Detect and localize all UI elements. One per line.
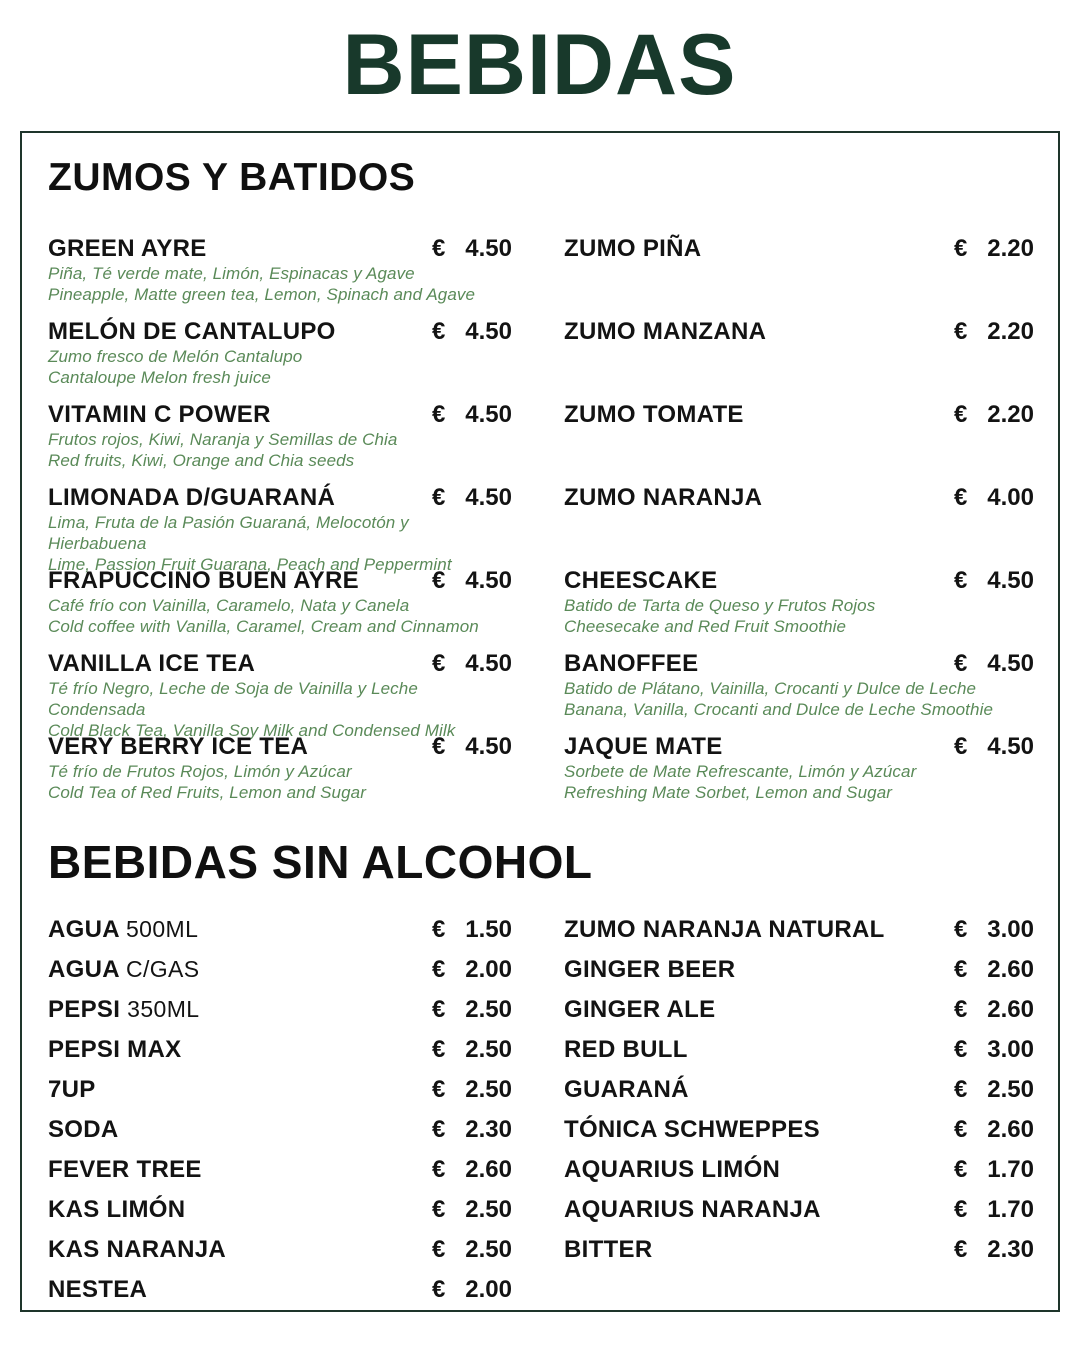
item-price [954,1195,1034,1224]
menu-item [564,1190,1034,1230]
euro-symbol: € [954,649,968,677]
item-name: TÓNICA SCHWEPPES [564,1116,820,1144]
euro-symbol: € [432,1036,446,1064]
section-title-zumos-y-batidos: ZUMOS Y BATIDOS [48,156,416,199]
item-price [954,317,1034,346]
item-head [564,732,1034,761]
menu-item [564,566,1034,649]
item-name-wrap [48,995,200,1024]
item-desc-es: Sorbete de Mate Refrescante, Limón y Azúcar [564,761,917,781]
price-amount: 2.30 [987,1236,1034,1264]
price-amount: 2.20 [987,400,1034,428]
item-name-wrap [564,1155,780,1184]
item-price [954,1075,1034,1104]
item-name: NESTEA [48,1276,148,1304]
euro-symbol: € [432,483,446,511]
item-qualifier: 350ML [127,996,200,1023]
price-amount: 2.20 [987,234,1034,262]
euro-symbol: € [954,1156,968,1184]
item-price [432,955,512,984]
item-desc-es: Lima, Fruta de la Pasión Guaraná, Melocotón y Hierbabuena [48,512,409,553]
item-price [432,317,512,346]
price-amount: 4.50 [465,566,512,594]
euro-symbol: € [432,732,446,760]
item-name: ZUMO TOMATE [564,400,744,428]
item-name: BANOFFEE [564,649,699,677]
price-amount: 1.50 [465,916,512,944]
price-amount: 4.50 [987,566,1034,594]
item-name: PEPSI [48,996,121,1024]
euro-symbol: € [954,234,968,262]
menu-column [48,234,512,815]
euro-symbol: € [954,1116,968,1144]
item-name: GINGER BEER [564,956,736,984]
euro-symbol: € [954,400,968,428]
price-amount: 2.00 [465,956,512,984]
item-name-wrap [48,1275,147,1304]
item-price [954,649,1034,678]
menu-item [48,732,512,815]
item-name: RED BULL [564,1036,688,1064]
euro-symbol: € [432,649,446,677]
menu-item [48,1070,512,1110]
euro-symbol: € [432,400,446,428]
item-name-wrap [48,1195,185,1224]
item-head [564,566,1034,595]
item-price [432,1235,512,1264]
item-price [954,915,1034,944]
item-name-wrap [564,1075,689,1104]
item-name: VITAMIN C POWER [48,400,271,428]
item-head [48,649,512,678]
section-title-bebidas-sin-alcohol: BEBIDAS SIN ALCOHOL [48,835,593,888]
euro-symbol: € [432,1276,446,1304]
price-amount: 2.60 [987,996,1034,1024]
item-price [432,1195,512,1224]
menu-item [48,566,512,649]
item-name: FEVER TREE [48,1156,202,1184]
item-price [954,1035,1034,1064]
section-columns-zumos-y-batidos [48,234,1033,815]
item-price [432,1035,512,1064]
item-price [954,955,1034,984]
item-desc-es: Café frío con Vainilla, Caramelo, Nata y Canela [48,595,410,615]
item-desc-en: Refreshing Mate Sorbet, Lemon and Sugar [564,782,893,802]
item-price [954,400,1034,429]
section-columns-bebidas-sin-alcohol [48,910,1033,1310]
item-name: GUARANÁ [564,1076,689,1104]
menu-column [564,910,1034,1310]
price-amount: 2.00 [465,1276,512,1304]
price-amount: 4.50 [465,483,512,511]
item-desc-en: Cold Black Tea, Vanilla Soy Milk and Condensed Milk [48,720,456,740]
item-name: CHEESCAKE [564,566,718,594]
item-desc-es: Té frío Negro, Leche de Soja de Vainilla y Leche Condensada [48,678,418,719]
section-bebidas-sin-alcohol [48,835,1033,1310]
item-name: ZUMO PIÑA [564,234,702,262]
euro-symbol: € [432,1156,446,1184]
euro-symbol: € [954,996,968,1024]
euro-symbol: € [432,234,446,262]
euro-symbol: € [432,916,446,944]
item-name: GINGER ALE [564,996,716,1024]
item-price [432,566,512,595]
price-amount: 2.20 [987,317,1034,345]
item-price [954,1155,1034,1184]
page-title: BEBIDAS [342,17,737,113]
euro-symbol: € [432,1116,446,1144]
item-head [48,483,512,512]
item-name: ZUMO MANZANA [564,317,767,345]
price-amount: 2.60 [465,1156,512,1184]
item-desc-en: Cheesecake and Red Fruit Smoothie [564,616,847,636]
item-name-wrap [564,955,735,984]
menu-item [564,234,1034,317]
menu-item [48,1150,512,1190]
euro-symbol: € [954,566,968,594]
item-head [48,732,512,761]
item-head [564,234,1034,263]
item-name: AQUARIUS NARANJA [564,1196,821,1224]
item-name: AQUARIUS LIMÓN [564,1156,781,1184]
item-name-wrap [48,1235,226,1264]
menu-column [48,910,512,1310]
menu-item [564,649,1034,732]
euro-symbol: € [432,996,446,1024]
menu-box [20,131,1060,1312]
price-amount: 2.50 [465,1076,512,1104]
euro-symbol: € [954,1036,968,1064]
item-desc-es: Té frío de Frutos Rojos, Limón y Azúcar [48,761,352,781]
menu-column [564,234,1034,815]
item-head [48,566,512,595]
item-price [432,1075,512,1104]
menu-item [48,1190,512,1230]
item-name-wrap [48,1115,119,1144]
item-qualifier: 500ML [125,916,199,943]
menu-item [564,732,1034,815]
price-amount: 4.50 [465,400,512,428]
price-amount: 4.00 [987,483,1034,511]
item-name: FRAPUCCINO BUEN AYRE [48,566,359,594]
price-amount: 2.50 [465,996,512,1024]
section-zumos-y-batidos [48,155,1033,815]
item-name: VERY BERRY ICE TEA [48,732,309,760]
menu-item [564,400,1034,483]
menu-item [48,1030,512,1070]
euro-symbol: € [432,1076,446,1104]
euro-symbol: € [954,1196,968,1224]
item-desc-en: Cantaloupe Melon fresh juice [48,367,271,387]
item-name: SODA [48,1116,119,1144]
price-amount: 2.50 [465,1236,512,1264]
item-name-wrap [564,915,885,944]
item-head [564,483,1034,512]
price-amount: 2.50 [465,1196,512,1224]
item-name: 7UP [48,1076,96,1104]
item-desc-es: Zumo fresco de Melón Cantalupo [48,346,303,366]
item-name: ZUMO NARANJA NATURAL [564,916,885,944]
menu-item [564,317,1034,400]
price-amount: 2.50 [987,1076,1034,1104]
item-price [432,1115,512,1144]
item-name: JAQUE MATE [564,732,723,760]
item-head [48,400,512,429]
item-price [954,483,1034,512]
menu-item [48,483,512,574]
item-price [432,995,512,1024]
item-name: AGUA [48,956,119,984]
item-desc-en: Pineapple, Matte green tea, Lemon, Spinach and Agave [48,284,476,304]
item-name: GREEN AYRE [48,234,207,262]
menu-item [564,1110,1034,1150]
menu-item [564,910,1034,950]
item-name-wrap [48,955,200,984]
price-amount: 2.50 [465,1036,512,1064]
item-desc-en: Banana, Vanilla, Crocanti and Dulce de Leche Smoothie [564,699,993,719]
euro-symbol: € [954,956,968,984]
menu-item [564,1030,1034,1070]
item-head [48,317,512,346]
price-amount: 1.70 [987,1156,1034,1184]
price-amount: 4.50 [465,732,512,760]
price-amount: 1.70 [987,1196,1034,1224]
menu-item [564,990,1034,1030]
item-desc-en: Cold Tea of Red Fruits, Lemon and Sugar [48,782,366,802]
price-amount: 4.50 [987,732,1034,760]
item-head [564,649,1034,678]
price-amount: 2.60 [987,956,1034,984]
euro-symbol: € [954,1236,968,1264]
price-amount: 4.50 [465,649,512,677]
item-price [954,566,1034,595]
item-desc-es: Batido de Plátano, Vainilla, Crocanti y Dulce de Leche [564,678,977,698]
menu-item [564,1070,1034,1110]
price-amount: 4.50 [987,649,1034,677]
item-name: VANILLA ICE TEA [48,649,256,677]
menu-item [48,990,512,1030]
menu-item [564,1230,1034,1270]
item-price [432,732,512,761]
item-name: KAS LIMÓN [48,1196,186,1224]
item-price [432,1155,512,1184]
menu-item [48,317,512,400]
euro-symbol: € [954,1076,968,1104]
menu-item [564,483,1034,566]
item-price [432,649,512,678]
item-price [432,1275,512,1304]
item-price [432,234,512,263]
item-price [432,915,512,944]
euro-symbol: € [432,956,446,984]
item-desc-en: Red fruits, Kiwi, Orange and Chia seeds [48,450,355,470]
item-desc-es: Frutos rojos, Kiwi, Naranja y Semillas de Chia [48,429,398,449]
price-amount: 3.00 [987,916,1034,944]
menu-item [48,234,512,317]
item-price [432,400,512,429]
menu-item [48,1270,512,1310]
item-name-wrap [564,1035,688,1064]
menu-item [48,950,512,990]
menu-item [48,1110,512,1150]
item-name: AGUA [48,916,119,944]
item-name: BITTER [564,1236,653,1264]
item-name-wrap [564,1195,821,1224]
item-name: LIMONADA D/GUARANÁ [48,483,336,511]
price-amount: 2.30 [465,1116,512,1144]
menu-item [48,910,512,950]
item-price [954,1235,1034,1264]
menu-item [48,1230,512,1270]
item-head [564,400,1034,429]
price-amount: 4.50 [465,234,512,262]
item-name-wrap [564,1115,820,1144]
item-name-wrap [48,1155,202,1184]
menu-item [564,950,1034,990]
euro-symbol: € [432,1236,446,1264]
item-price [954,234,1034,263]
item-name: KAS NARANJA [48,1236,226,1264]
item-name-wrap [48,1035,181,1064]
menu-item [564,1150,1034,1190]
item-name-wrap [564,995,715,1024]
euro-symbol: € [954,916,968,944]
item-desc-en: Cold coffee with Vanilla, Caramel, Cream and Cinnamon [48,616,479,636]
item-qualifier: C/GAS [125,956,200,983]
price-amount: 2.60 [987,1116,1034,1144]
item-name-wrap [564,1235,652,1264]
price-amount: 3.00 [987,1036,1034,1064]
menu-item [48,400,512,483]
item-head [48,234,512,263]
item-price [954,1115,1034,1144]
item-name-wrap [48,915,198,944]
euro-symbol: € [954,732,968,760]
euro-symbol: € [954,483,968,511]
item-name-wrap [48,1075,96,1104]
euro-symbol: € [432,566,446,594]
euro-symbol: € [432,1196,446,1224]
item-name: MELÓN DE CANTALUPO [48,317,336,345]
item-desc-en: Lime, Passion Fruit Guarana, Peach and Peppermint [48,554,452,574]
euro-symbol: € [954,317,968,345]
item-price [954,995,1034,1024]
item-head [564,317,1034,346]
price-amount: 4.50 [465,317,512,345]
item-price [432,483,512,512]
menu-item [48,649,512,740]
item-name: ZUMO NARANJA [564,483,763,511]
item-desc-es: Batido de Tarta de Queso y Frutos Rojos [564,595,876,615]
euro-symbol: € [432,317,446,345]
item-price [954,732,1034,761]
item-name: PEPSI MAX [48,1036,182,1064]
item-desc-es: Piña, Té verde mate, Limón, Espinacas y Agave [48,263,415,283]
